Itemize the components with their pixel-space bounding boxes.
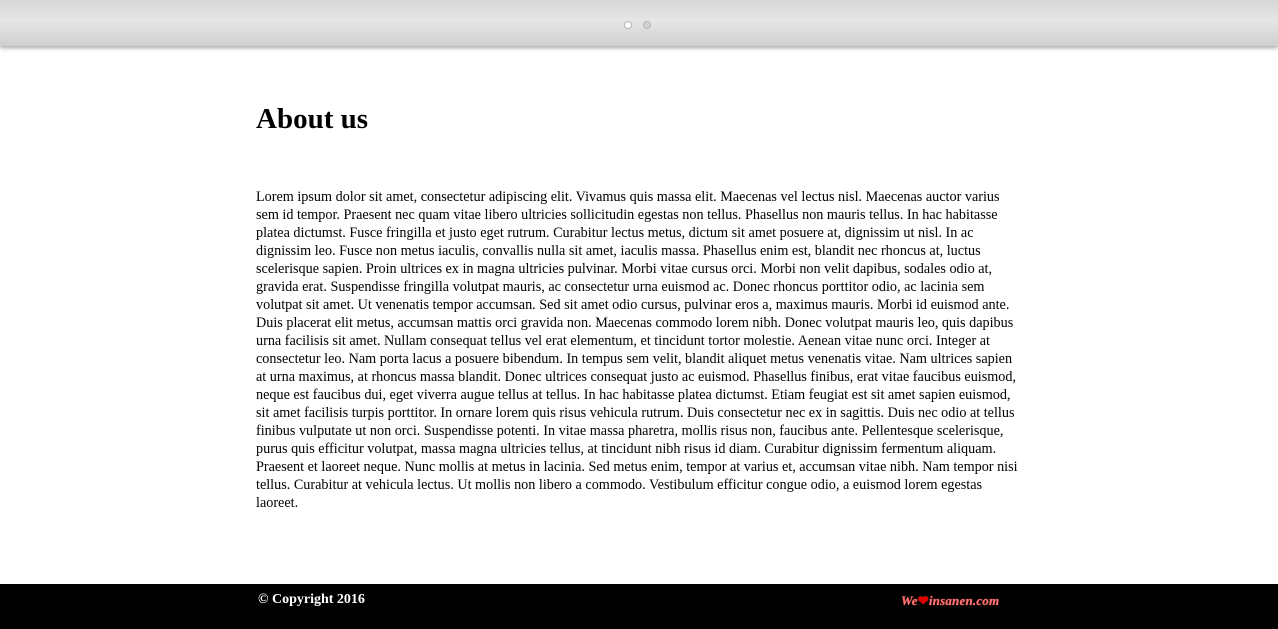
- credit-suffix: insanen.com: [928, 593, 1000, 608]
- about-section: [256, 100, 1024, 512]
- heart-icon: ❤: [917, 593, 929, 608]
- credit-prefix: We: [901, 593, 918, 608]
- about-text: Lorem ipsum dolor sit amet, consectetur adipiscing elit. Vivamus quis massa elit. Maecenas vel lectus nisl. Maecenas auctor varius sem id tempor. Praesent nec quam vitae libero ultricies sollicitudin egestas non tellus. Phasellus non mauris tellus. In hac habitasse platea dictumst. Fusce fringilla et justo eget rutrum. Curabitur lectus metus, dictum sit amet posuere at, dignissim ut nisl. In ac dignissim leo. Fusce non metus iaculis, convallis nulla sit amet, iaculis massa. Phasellus enim est, blandit nec rhoncus at, luctus scelerisque sapien. Proin ultrices ex in magna ultricies pulvinar. Morbi vitae cursus orci. Morbi non velit dapibus, sodales odio at, gravida erat. Suspendisse fringilla volutpat mauris, ac consectetur urna euismod ac. Donec rhoncus porttitor odio, ac lacinia sem volutpat sit amet. Ut venenatis tempor accumsan. Sed sit amet odio cursus, pulvinar eros a, maximus mauris. Morbi id euismod ante. Duis placerat elit metus, accumsan mattis orci gravida non. Maecenas commodo lorem nibh. Donec volutpat mauris leo, quis dapibus urna facilisis sit amet. Nullam consequat tellus vel erat elementum, et tincidunt tortor molestie. Aenean vitae nunc orci. Integer at consectetur leo. Nam porta lacus a posuere bibendum. In tempus sem velit, blandit aliquet metus venenatis vitae. Nam ultrices sapien at urna maximus, at rhoncus massa blandit. Donec ultrices consequat justo ac euismod. Phasellus finibus, erat vitae faucibus euismod, neque est faucibus dui, eget viverra augue tellus at tellus. In hac habitasse platea dictumst. Etiam feugiat est sit amet sapien euismod, sit amet facilisis turpis porttitor. In ornare lorem quis risus vehicula rutrum. Duis consectetur nec ex in sagittis. Duis nec odio at tellus finibus vulputate ut non orci. Suspendisse potenti. In vitae massa pharetra, mollis risus non, faucibus ante. Pellentesque scelerisque, purus quis efficitur volutpat, massa magna ultricies tellus, at tincidunt nibh risus id diam. Curabitur dignissim fermentum aliquam. Praesent et laoreet neque. Nunc mollis at metus in lacinia. Sed metus enim, tempor at varius et, accumsan vitae nibh. Nam tempor nisi tellus. Curabitur at vehicula lectus. Ut mollis non libero a commodo. Vestibulum efficitur congue odio, a euismod lorem egestas laoreet.: [256, 189, 1018, 511]
- copyright-text: © Copyright 2016: [258, 592, 365, 607]
- slider-pagination: [624, 21, 651, 29]
- slider-dot-1[interactable]: [624, 21, 632, 29]
- page-title: About us: [256, 103, 369, 135]
- slider-dot-2[interactable]: [643, 21, 651, 29]
- footer: [0, 584, 1278, 629]
- top-slider-bar: [0, 0, 1278, 46]
- site-credit-link[interactable]: [901, 593, 999, 609]
